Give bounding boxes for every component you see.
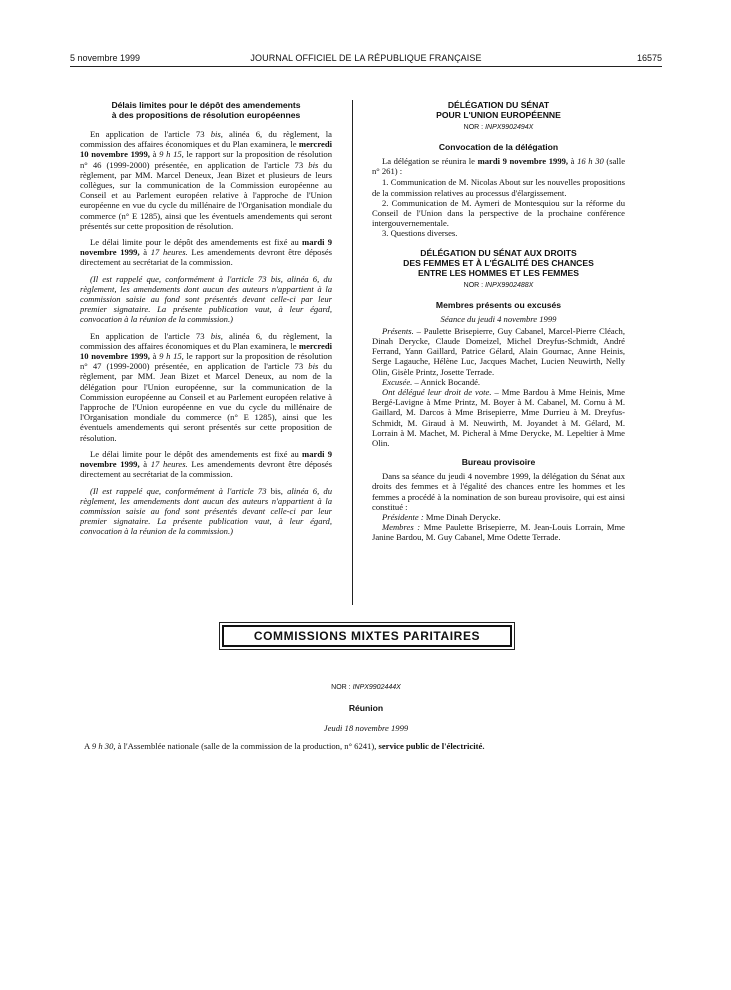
column-divider: [352, 100, 353, 605]
paragraph: Le délai limite pour le dépôt des amendements est fixé au mardi 9 novembre 1999, à 17 heures. Les amendements devront être déposés directement au secrétariat de la commission.: [80, 237, 333, 268]
spacer: [372, 239, 625, 248]
section-title-delais: [80, 100, 332, 120]
left-column: [80, 100, 332, 543]
nor-reference: NOR : INPX9902444X: [331, 684, 401, 691]
nor-reference: NOR : INPX9902488X: [463, 281, 534, 289]
title-line: Délais limites pour le dépôt des amendements: [111, 100, 301, 110]
cmp-date: Jeudi 18 novembre 1999: [323, 723, 409, 733]
nor-reference: NOR : INPX9902494X: [463, 124, 534, 131]
header-rule: [70, 66, 662, 67]
page-number: 16575: [636, 53, 662, 63]
paragraph-reminder: (Il est rappelé que, conformément à l'article 73 bis, alinéa 6, du règlement, les amendements dont aucun des auteurs n'appartient à la commission saisie au fond sont présentés devant celle-ci par leur premier signataire. La présente publication vaut, à leur égard, convocation à la réunion de la commission.): [80, 485, 332, 537]
presents-paragraph: Présents. – Paulette Brisepierre, Guy Cabanel, Marcel-Pierre Cléach, Dinah Derycke, Claude Domeizel, Michel Dreyfus-Schmidt, André Ferrand, Yann Gaillard, Patrice Gélard, Alain Gournac, Anne Heinis, Serge Lagauche, Hélène Luc, Jacques Machet, Lucien Neuwirth, Nelly Olin, Gisèle Printz, Josette Terrade.: [372, 325, 625, 377]
title-line: à des propositions de résolution européennes: [111, 110, 301, 120]
spacer: [80, 120, 332, 129]
seance-date: Séance du jeudi 4 novembre 1999: [440, 313, 557, 324]
excusee-paragraph: Excusée. – Annick Bocandé.: [382, 376, 481, 387]
header-date: 5 novembre 1999: [70, 53, 141, 63]
title-line: DÉLÉGATION DU SÉNAT AUX DROITS: [420, 247, 577, 258]
subsection-bureau: Bureau provisoire: [461, 457, 536, 468]
subsection-convocation: Convocation de la délégation: [438, 142, 559, 152]
cmp-title-box: [219, 622, 515, 650]
paragraph: En application de l'article 73 bis, alinéa 6, du règlement, la commission des affaires économiques et du Plan examinera, le mercredi 10 novembre 1999, à 9 h 15, le rapport sur la proposition de résolution n° 46 (1999-2000) présentée, en application de l'article 73 bis du règlement, par MM. Marcel Deneux, Jean Bizet et plusieurs de leurs collègues, sur la communication de la Commission européenne au Conseil et au Parlement européen relative à l'approche de l'Union européenne en vue du cycle du millénaire de l'Organisation mondiale du commerce (n° E 1285), ainsi que les éventuels amendements qui seront présentés sur cette proposition de résolution.: [80, 129, 332, 231]
subsection-membres: Membres présents ou excusés: [435, 299, 562, 310]
paragraph: La délégation se réunira le mardi 9 novembre 1999, à 16 h 30 (salle n° 261) :: [372, 156, 626, 177]
section-title-delegation-femmes: [372, 248, 625, 278]
agenda-item: 1. Communication de M. Nicolas About sur les nouvelles propositions de la commission relatives au processus d'élargissement.: [372, 177, 625, 198]
paragraph: Le délai limite pour le dépôt des amendements est fixé au mardi 9 novembre 1999, à 17 heures. Les amendements devront être déposés directement au secrétariat de la commission.: [80, 448, 333, 480]
paragraph-reminder: (Il est rappelé que, conformément à l'article 73 bis, alinéa 6, du règlement, les amendements dont aucun des auteurs n'appartient à la commission saisie au fond sont présentés devant celle-ci par leur premier signataire. La présente publication vaut, à leur égard, convocation à la réunion de la commission.): [80, 273, 332, 325]
agenda-item: 2. Communication de M. Aymeri de Montesquiou sur la réforme du Conseil de l'Union dans la perspective de la prochaine conférence intergouvernementale.: [372, 197, 625, 229]
agenda-item: 3. Questions diverses.: [382, 228, 458, 239]
title-line: DES FEMMES ET À L'ÉGALITÉ DES CHANCES: [403, 257, 594, 268]
section-title-delegation-ue: [372, 100, 625, 120]
journal-title: JOURNAL OFFICIEL DE LA RÉPUBLIQUE FRANÇAISE: [250, 53, 482, 63]
right-column: [372, 100, 625, 543]
paragraph: En application de l'article 73 bis, alinéa 6, du règlement, la commission des affaires économiques et du Plan examinera, le mercredi 10 novembre 1999, à 9 h 15, le rapport sur la proposition de résolution n° 47 (1999-2000) présentée, en application de l'article 73 bis du règlement, par MM. Jean Bizet et Marcel Deneux, au nom de la délégation pour l'Union européenne, sur la communication de la Commission européenne au Conseil et au Parlement européen relative à l'approche de l'Union européenne en vue du cycle du millénaire de l'Organisation mondiale du commerce (n° E 1285), ainsi que les éventuels amendements qui seront présentés sur cette proposition de résolution.: [80, 330, 332, 443]
presidente-line: Présidente : Mme Dinah Derycke.: [382, 512, 501, 523]
title-line: ENTRE LES HOMMES ET LES FEMMES: [418, 267, 579, 278]
cmp-title: COMMISSIONS MIXTES PARITAIRES: [222, 625, 512, 647]
cmp-meeting-line: A 9 h 30, à l'Assemblée nationale (salle de la commission de la production, n° 6241), service public de l'électricité.: [84, 741, 485, 751]
title-line: DÉLÉGATION DU SÉNAT: [447, 100, 550, 110]
vote-delegation-paragraph: Ont délégué leur droit de vote. – Mme Bardou à Mme Heinis, Mme Bergé-Lavigne à Mme Printz, M. Boyer à M. Cabanel, M. Cornu à M. Gaillard, M. Darcos à Mme Brisepierre, Mme Durrieu à M. Dreyfus-Schmidt, M. Giraud à M. Neuwirth, M. Joyandet à M. Gélard, M. Lorrain à M. Machet, M. Picheral à Mme Derycke, M. Lepeltier à Mme Olin.: [372, 387, 625, 449]
title-line: POUR L'UNION EUROPÉENNE: [436, 110, 561, 120]
paragraph: Dans sa séance du jeudi 4 novembre 1999, la délégation du Sénat aux droits des femmes et à l'égalité des chances entre les hommes et les femmes a procédé à la nomination de son bureau provisoire, qui est ainsi constitué :: [372, 471, 625, 512]
membres-line: Membres : Mme Paulette Brisepierre, M. Jean-Louis Lorrain, Mme Janine Bardou, M. Guy Cabanel, Mme Odette Terrade.: [372, 522, 625, 543]
cmp-reunion-heading: Réunion: [348, 703, 384, 713]
page-header: [70, 53, 662, 67]
